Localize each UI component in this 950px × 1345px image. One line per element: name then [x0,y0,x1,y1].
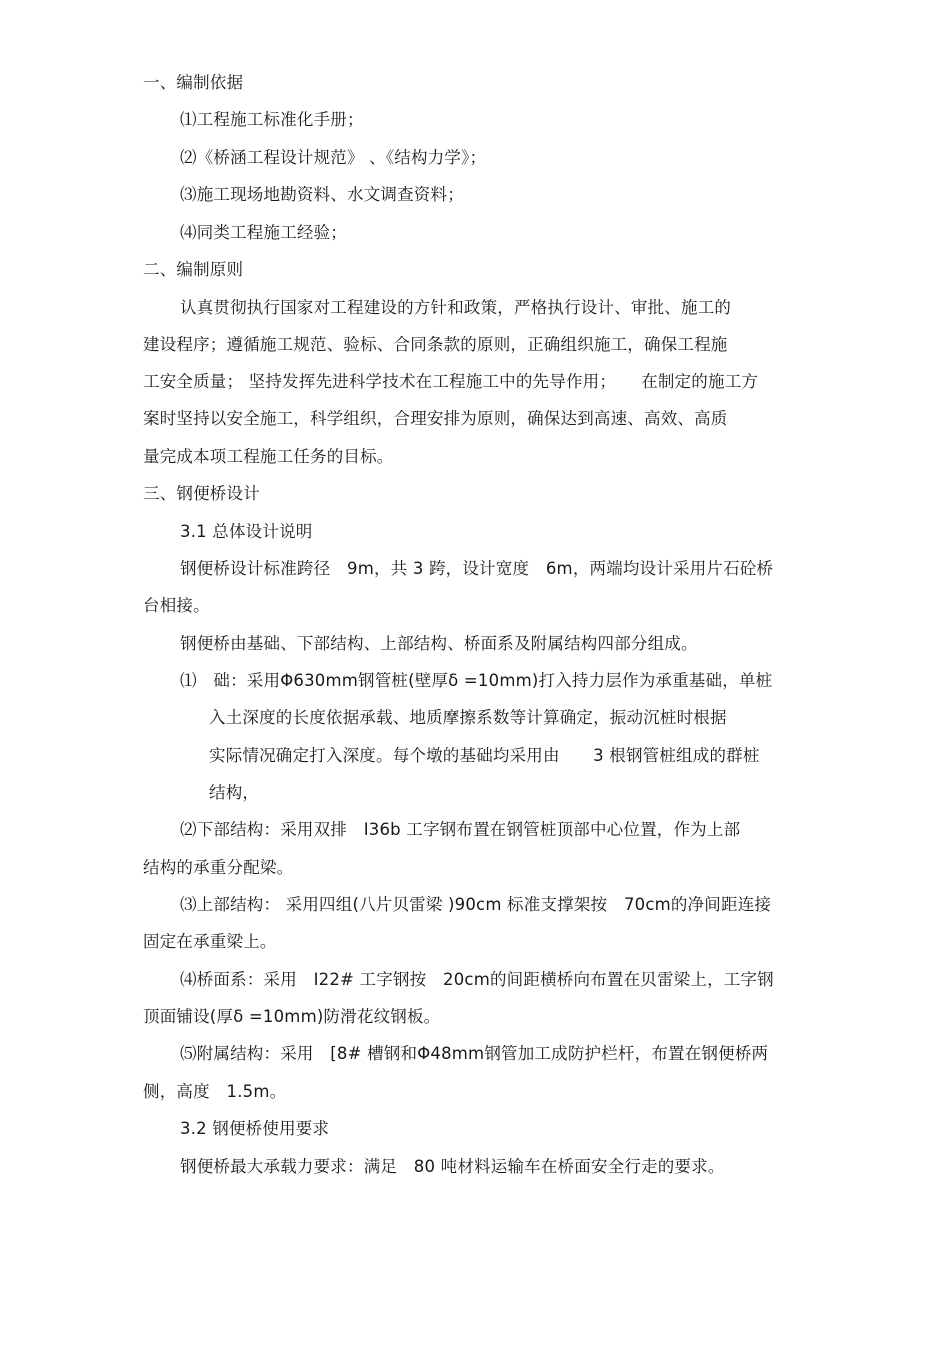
basis-item-3: ⑶施工现场地勘资料、水文调查资料； [180,185,464,204]
principle-paragraph-line: 案时坚持以安全施工，科学组织，合理安排为原则，确保达到高速、高效、高质 [143,409,728,428]
subsection-heading-3-2: 3.2 钢便桥使用要求 [180,1119,330,1138]
basis-item-1: ⑴工程施工标准化手册； [180,110,364,129]
design-paragraph-line: 钢便桥由基础、下部结构、上部结构、桥面系及附属结构四部分组成。 [180,634,698,653]
requirement-paragraph: 钢便桥最大承载力要求：满足 80 吨材料运输车在桥面安全行走的要求。 [180,1157,725,1176]
design-paragraph-line: 钢便桥设计标准跨径 9m，共 3 跨，设计宽度 6m，两端均设计采用片石砼桥 [180,559,774,578]
basis-item-4: ⑷同类工程施工经验； [180,223,347,242]
principle-paragraph-line: 建设程序；遵循施工规范、验标、合同条款的原则，正确组织施工，确保工程施 [143,335,728,354]
structure-item-5-line: 侧，高度 1.5m。 [143,1082,287,1101]
principle-paragraph-line: 量完成本项工程施工任务的目标。 [143,447,394,466]
section-heading-1: 一、编制依据 [143,73,244,92]
section-heading-2: 二、编制原则 [143,260,244,279]
structure-item-4-line: 顶面铺设(厚δ =10mm)防滑花纹钢板。 [143,1007,441,1026]
structure-item-1-line: 实际情况确定打入深度。每个墩的基础均采用由 3 根钢管桩组成的群桩 [209,746,760,765]
structure-item-5-line: ⑸附属结构：采用 [8# 槽钢和Φ48mm钢管加工成防护栏杆，布置在钢便桥两 [180,1044,769,1063]
structure-item-1-line: 结构， [209,783,260,802]
structure-item-3-line: ⑶上部结构： 采用四组(八片贝雷梁 )90cm 标准支撑架按 70cm的净间距连接 [180,895,772,914]
principle-paragraph-line: 工安全质量； 坚持发挥先进科学技术在工程施工中的先导作用； 在制定的施工方 [143,372,759,391]
subsection-heading-3-1: 3.1 总体设计说明 [180,522,313,541]
structure-item-1-line: 入土深度的长度依据承载、地质摩擦系数等计算确定，振动沉桩时根据 [209,708,727,727]
structure-item-2-line: ⑵下部结构：采用双排 I36b 工字钢布置在钢管桩顶部中心位置，作为上部 [180,820,741,839]
design-paragraph-line: 台相接。 [143,596,210,615]
structure-item-3-line: 固定在承重梁上。 [143,932,277,951]
structure-item-2-line: 结构的承重分配梁。 [143,858,294,877]
basis-item-2: ⑵《桥涵工程设计规范》 、《结构力学》； [180,148,487,167]
structure-item-4-line: ⑷桥面系：采用 I22# 工字钢按 20cm的间距横桥向布置在贝雷梁上，工字钢 [180,970,774,989]
section-heading-3: 三、钢便桥设计 [143,484,260,503]
structure-item-1-line: ⑴ 础：采用Φ630mm钢管桩(壁厚δ =10mm)打入持力层作为承重基础，单桩 [180,671,773,690]
principle-paragraph-line: 认真贯彻执行国家对工程建设的方针和政策，严格执行设计、审批、施工的 [180,298,732,317]
